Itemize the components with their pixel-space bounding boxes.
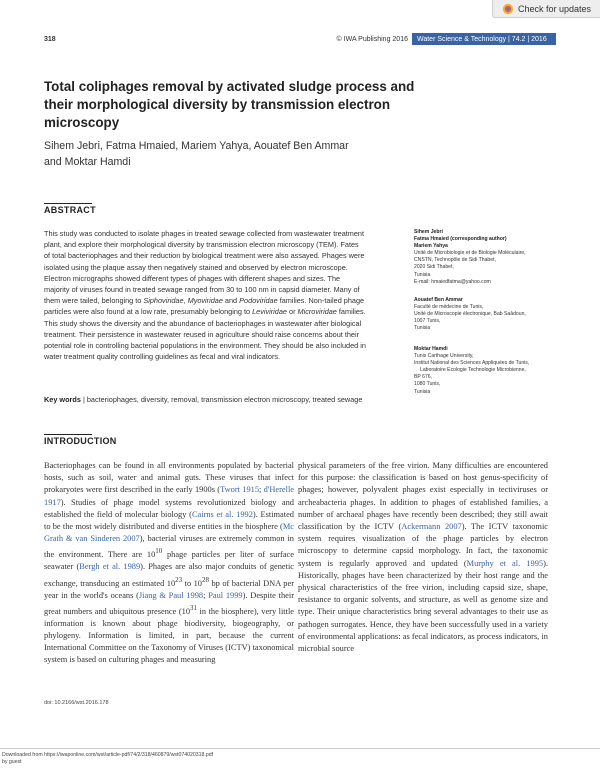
family-leviviridae: Leviviridae	[252, 307, 287, 317]
affil-line: CNSTN, Technopôle de Sidi Thabet,	[414, 257, 496, 264]
keywords	[44, 395, 384, 405]
affil-line: Unité de Microscopie électronique, Bab Saâdoun,	[414, 311, 526, 318]
affil-name: Mariem Yahya	[414, 243, 448, 250]
introduction-heading: INTRODUCTION	[44, 436, 117, 446]
doi: doi: 10.2166/wst.2016.178	[44, 700, 109, 706]
body-text: physical parameters of the free virion. Many difficulties are encountered for this purpose: the classification is based on host genus-specificity of phages; however, polyvalent phages exist especially in tectiviruses or archeabacteria phages. In addition to phages of established families, a number of archaeal phages have recently been described; they still await classification by the ICTV (	[298, 461, 548, 532]
introduction-rule	[44, 434, 92, 435]
affil-line: Unité de Microbiologie et de Biologie Moléculaire,	[414, 250, 526, 257]
family-podoviridae: Podoviridae	[239, 296, 278, 306]
body-text: ). Despite their great numbers and ubiquitous presence (10	[44, 590, 294, 616]
superscript: 23	[175, 575, 183, 584]
download-notice	[2, 752, 213, 765]
family-myoviridae: Myoviridae	[187, 296, 223, 306]
body-text: in the biosphere), very little information is known about phage biodiversity, biogeography, or phylogeny. Information is limited, in part, because the current International Committee on the Taxonomy of Viruses (ICTV) taxonomical system is based on culturing phages and measuring	[44, 606, 294, 665]
check-for-updates-button[interactable]	[492, 0, 600, 18]
affil-name: Aouatef Ben Ammar	[414, 297, 463, 303]
abstract-sep-1: ,	[183, 296, 188, 306]
affiliation-block-1	[414, 229, 564, 293]
body-text: ). Estimated to be the most widely distributed and diverse entities in the biosphere (	[44, 509, 294, 532]
body-text: ). Historically, phages have been characterized by their host range and the physical characteristics of the free virion, including capsid size, shape, resistance to organic solvents, and structure, as well as genome size and type. Their unique characteristics bring several advantages to their use as pathogen surrogates. Hence, they have been successfully used in a variety of environmental applications: as fecal indicators, as process indicators, in microbial source	[298, 558, 548, 654]
citation-link[interactable]: Jiang & Paul 1998	[138, 590, 204, 600]
affiliation-block-2	[414, 297, 564, 339]
affil-line: Tunisia	[414, 388, 431, 395]
superscript: 10	[155, 547, 163, 556]
abstract-text-2: families. Non-tailed phage particles were also found at a low rate, presumably belonging to	[44, 296, 365, 317]
page-number: 318	[44, 36, 56, 43]
authors-line-1: Sihem Jebri, Fatma Hmaied, Mariem Yahya, Aouatef Ben Ammar	[44, 140, 349, 152]
body-text: ;	[203, 590, 209, 600]
article-title: Total coliphages removal by activated sludge process and their morphological diversity by transmission electron microscopy	[44, 79, 415, 130]
affil-line: Institut National des Sciences Appliquées de Tunis,	[414, 360, 530, 367]
citation-link[interactable]: Twort 1915	[220, 485, 260, 495]
body-text: phage particles per liter of surface seawater (	[44, 550, 294, 572]
introduction-left-column	[44, 460, 294, 667]
body-text: ). Studies of phage model systems revolutionized biology and established the field of molecular biology (	[44, 497, 294, 519]
affil-line: BP 676,	[414, 374, 433, 381]
family-microviridae: Microviridae	[297, 307, 337, 317]
download-line-1: Downloaded from https://iwaponline.com/wst/article-pdf/74/2/318/460879/wst074020318.pdf	[2, 752, 214, 758]
citation-link[interactable]: Paul 1999	[208, 590, 243, 600]
affiliation-block-3	[414, 346, 564, 403]
check-updates-label: Check for updates	[517, 3, 592, 14]
affil-email: E-mail: hmaiedfatma@yahoo.com	[414, 278, 491, 285]
affil-name: Sihem Jebri	[414, 229, 443, 235]
affil-line: 2020 Sidi Thabet,	[414, 264, 454, 271]
affil-line: Faculté de médecine de Tunis,	[414, 304, 484, 311]
affil-line: 1007 Tunis,	[414, 318, 441, 325]
download-line-2: by guest	[2, 758, 22, 765]
affil-line: Laboratoire Ecologie Technologie Microbienne,	[420, 367, 526, 374]
abstract-heading: ABSTRACT	[44, 205, 96, 215]
introduction-right-column	[298, 460, 548, 655]
citation-link[interactable]: Cairns et al. 1992	[191, 509, 253, 519]
authors	[44, 138, 404, 170]
affil-name: Fatma Hmaied (corresponding author)	[414, 236, 507, 243]
authors-line-2: and Moktar Hamdi	[44, 156, 131, 168]
abstract-text	[44, 228, 366, 362]
affil-line: Tunisia	[414, 325, 431, 332]
keywords-label: Key words	[44, 395, 81, 404]
citation-link[interactable]: Mc Grath & van Sinderen 2007	[44, 522, 294, 544]
abstract-text-1: This study was conducted to isolate phages in treated sewage collected from wastewater treatment plant, and explore their morphological diversity by transmission electron microscopy (TEM). Fates of total bacteriophages and their reduction by biological treatment were also assayed. Phages were isolated using the plaque assay then negatively stained and observed by electron microscope. Electron micrographs showed different types of phages with different shapes and sizes. The majority of viruses found in treated sewage ranged from 30 to 100 nm in capsid diameter. Many of them were tailed, belonging to	[44, 229, 365, 306]
journal-name: Water Science & Technology | 74.2 | 2016	[412, 33, 556, 45]
body-text: ). The ICTV taxonomic system requires visualization of the phage particles by electron microscopy to determine capsid morphology. In fact, the taxonomic system is regularly approved and updated (	[298, 522, 548, 568]
abstract-sep-2: and	[222, 296, 240, 306]
publisher: © IWA Publishing 2016	[336, 36, 408, 43]
family-siphoviridae: Siphoviridae	[143, 296, 184, 306]
citation-link[interactable]: d'Herelle 1917	[44, 485, 295, 507]
abstract-sep-3: or	[286, 307, 298, 317]
citation-link[interactable]: Bergh et al. 1989	[79, 562, 141, 572]
footer-divider	[0, 748, 600, 749]
body-text: ). Phages are also major conduits of genetic exchange, transducing an estimated 10	[44, 562, 294, 588]
body-text: ;	[259, 485, 264, 495]
abstract-rule	[44, 203, 92, 204]
affil-name: Moktar Hamdi	[414, 346, 448, 352]
body-text: ), bacterial viruses are extremely common in the environment. There are 10	[44, 534, 294, 560]
body-text: Bacteriophages can be found in all environments populated by bacterial hosts, such as soil, water and animal guts. These viruses that infect prokaryotes were first described in the early 1900s (	[44, 461, 294, 495]
superscript: 31	[190, 603, 198, 612]
affil-line: Tunisia	[414, 271, 431, 278]
citation-link[interactable]: Ackermann 2007	[401, 522, 462, 532]
check-updates-icon	[502, 3, 514, 15]
body-text: bp of bacterial DNA per year in the world's oceans (	[44, 578, 294, 600]
abstract-text-3: families. This study shows the diversity and the abundance of bacteriophages in wastewater after biological treatment. Their persistence in wastewater reused in agriculture should raise concerns about their potential role in controlling bacterial populations in the environment. They should be also included in water treatment quality controlling guidelines as fecal and viral indicators.	[44, 307, 366, 362]
body-text: to 10	[182, 578, 202, 588]
citation-link[interactable]: Murphy et al. 1995	[466, 558, 544, 568]
superscript: 28	[202, 575, 209, 584]
running-head	[44, 36, 556, 50]
affil-line: 1080 Tunis,	[414, 381, 441, 388]
affil-line: Tunis Carthage University,	[414, 353, 474, 360]
keywords-list: | bacteriophages, diversity, removal, transmission electron microscopy, treated sewage	[82, 395, 363, 404]
